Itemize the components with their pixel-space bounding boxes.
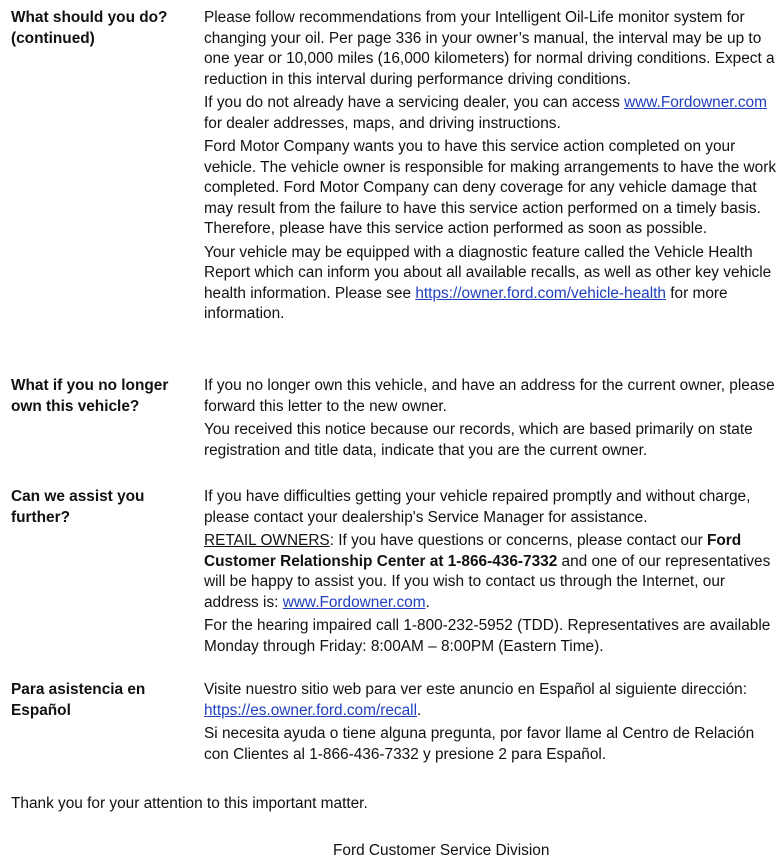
paragraph bbox=[204, 93, 780, 134]
paragraph bbox=[204, 243, 780, 325]
retail-owners-label: RETAIL OWNERS bbox=[204, 532, 330, 549]
paragraph-text: Your vehicle may be equipped with a diagnostic feature called the Vehicle Health Report which can inform you about all available recalls, as well as other key vehicle health information. Please see bbox=[204, 243, 772, 302]
vehicle-health-link[interactable]: https://owner.ford.com/vehicle-health bbox=[415, 284, 666, 302]
section-body bbox=[204, 8, 780, 328]
paragraph-text: . bbox=[425, 593, 430, 611]
paragraph-text: : If you have questions or concerns, please contact our bbox=[329, 532, 707, 549]
paragraph: If you no longer own this vehicle, and have an address for the current owner, please forward this letter to the new owner. bbox=[204, 377, 775, 415]
paragraph: You received this notice because our records, which are based primarily on state registration and title data, indicate that you are the current owner. bbox=[204, 421, 753, 459]
section-heading: Para asistencia en Español bbox=[11, 681, 146, 719]
paragraph: If you have difficulties getting your vehicle repaired promptly and without charge, please contact your dealership's Service Manager for assistance. bbox=[204, 488, 751, 526]
relationship-center-phone: Ford Customer Relationship Center at 1-866-436-7332 bbox=[204, 532, 742, 570]
paragraph-text: If you do not already have a servicing dealer, you can access bbox=[204, 94, 625, 111]
section-heading: Can we assist you further? bbox=[11, 488, 145, 526]
section-body bbox=[204, 376, 780, 464]
paragraph bbox=[204, 531, 780, 613]
paragraph-text: Visite nuestro sitio web para ver este anuncio en Español al siguiente dirección: bbox=[204, 681, 747, 698]
paragraph-text: for more information. bbox=[204, 284, 728, 322]
paragraph-text: for dealer addresses, maps, and driving instructions. bbox=[204, 114, 561, 132]
fordowner-link[interactable]: www.Fordowner.com bbox=[624, 94, 767, 111]
section-body bbox=[204, 680, 780, 768]
paragraph-text: and one of our representatives will be happy to assist you. If you wish to contact us through the Internet, our address is: bbox=[204, 552, 771, 611]
paragraph: For the hearing impaired call 1-800-232-5952 (TDD). Representatives are available Monday through Friday: 8:00AM – 8:00PM (Eastern Time). bbox=[204, 617, 771, 655]
spanish-recall-link[interactable]: https://es.owner.ford.com/recall bbox=[204, 701, 417, 719]
paragraph-text: . bbox=[417, 701, 422, 719]
section-heading: What if you no longer own this vehicle? bbox=[11, 377, 169, 415]
paragraph: Si necesita ayuda o tiene alguna pregunta, por favor llame al Centro de Relación con Clientes al 1-866-436-7332 y presione 2 para Español. bbox=[204, 725, 755, 763]
section-heading: What should you do? (continued) bbox=[11, 9, 168, 47]
closing-line: Thank you for your attention to this important matter. bbox=[11, 795, 368, 812]
signature: Ford Customer Service Division bbox=[333, 842, 550, 859]
paragraph: Please follow recommendations from your Intelligent Oil-Life monitor system for changing your oil. Per page 336 in your owner’s manual, the interval may be up to one year or 10,000 miles (16,000 kilometers) for normal driving conditions. Expect a reduction in this interval during performance driving conditions. bbox=[204, 9, 775, 88]
fordowner-link[interactable]: www.Fordowner.com bbox=[282, 593, 426, 611]
section-body bbox=[204, 487, 780, 660]
paragraph: Ford Motor Company wants you to have this service action completed on your vehicle. The vehicle owner is responsible for making arrangements to have the work completed. Ford Motor Company can deny coverage for any vehicle damage that may result from the failure to have this service action performed on a timely basis. Therefore, please have this service action performed as soon as possible. bbox=[204, 138, 777, 237]
paragraph bbox=[204, 680, 780, 721]
